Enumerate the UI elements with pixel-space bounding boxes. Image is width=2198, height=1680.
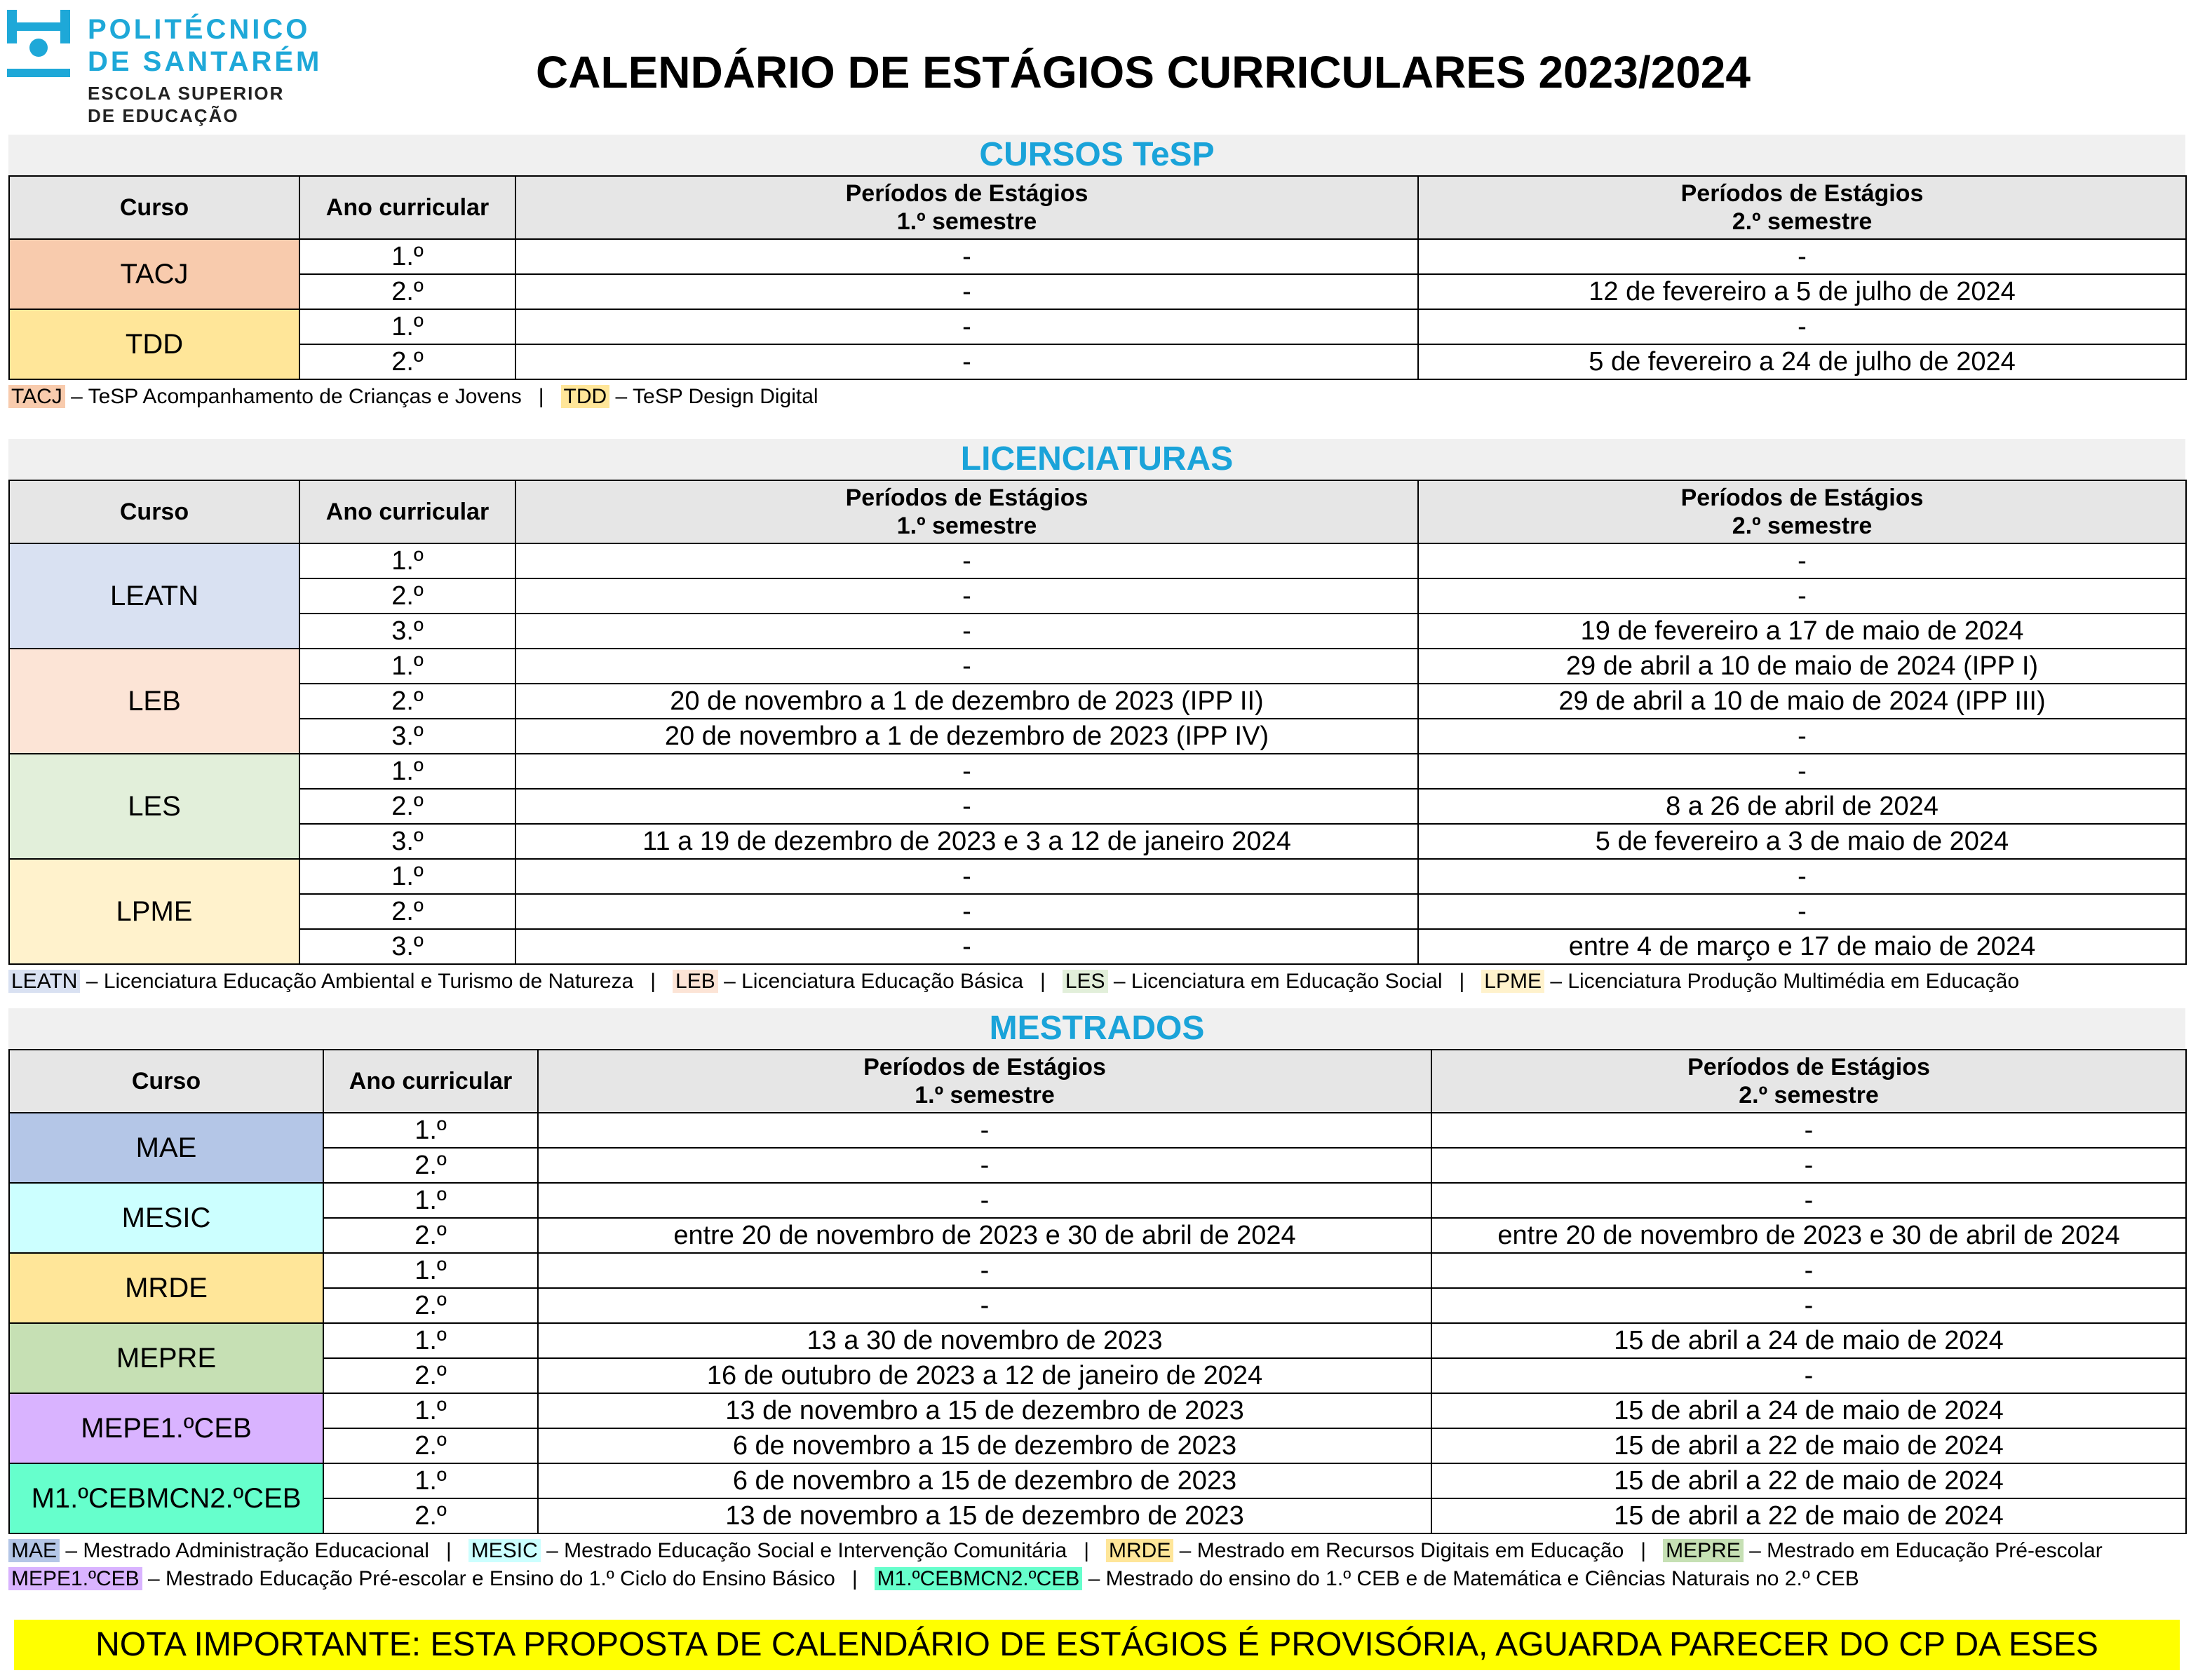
semester-2-period-cell: - — [1418, 309, 2186, 344]
header-semester-2-line-2: 2.º semestre — [1732, 513, 1873, 539]
semester-2-period-cell: - — [1431, 1253, 2186, 1288]
year-cell: 2.º — [323, 1358, 538, 1393]
semester-1-period-cell: - — [515, 929, 1418, 964]
table-row — [9, 1428, 2186, 1463]
semester-2-period-cell: - — [1418, 719, 2186, 754]
table-row — [9, 1288, 2186, 1323]
course-code-cell: LEATN — [9, 543, 299, 649]
semester-1-period-cell: entre 20 de novembro de 2023 e 30 de abril de 2024 — [538, 1218, 1431, 1253]
legend-abbreviation: TACJ — [8, 385, 65, 408]
year-cell: 3.º — [299, 719, 515, 754]
header-semester-1 — [515, 176, 1418, 239]
semester-2-period-cell: - — [1418, 859, 2186, 894]
legend — [8, 1537, 2185, 1593]
header-semester-2 — [1418, 176, 2186, 239]
page-title: CALENDÁRIO DE ESTÁGIOS CURRICULARES 2023/2024 — [536, 47, 1751, 97]
semester-2-period-cell: - — [1418, 754, 2186, 789]
semester-1-period-cell: 6 de novembro a 15 de dezembro de 2023 — [538, 1463, 1431, 1498]
table-row — [9, 859, 2186, 894]
legend-description: – Licenciatura Educação Básica — [717, 970, 1024, 993]
year-cell: 1.º — [299, 649, 515, 684]
header-semester-1-line-2: 1.º semestre — [896, 208, 1037, 235]
legend-description: – Licenciatura Educação Ambiental e Turismo de Natureza — [80, 970, 634, 993]
table-row — [9, 929, 2186, 964]
legend-separator: | — [1459, 970, 1465, 993]
semester-1-period-cell: 13 a 30 de novembro de 2023 — [538, 1323, 1431, 1358]
semester-1-period-cell: 20 de novembro a 1 de dezembro de 2023 (IPP II) — [515, 684, 1418, 719]
legend-abbreviation: TDD — [561, 385, 610, 408]
header-semester-1-line-1: Períodos de Estágios — [845, 485, 1088, 511]
year-cell: 2.º — [299, 684, 515, 719]
table-row — [9, 1113, 2186, 1148]
semester-2-period-cell: 29 de abril a 10 de maio de 2024 (IPP III) — [1418, 684, 2186, 719]
semester-2-period-cell: 19 de fevereiro a 17 de maio de 2024 — [1418, 614, 2186, 649]
course-code-cell: MAE — [9, 1113, 323, 1183]
header-curso: Curso — [9, 176, 299, 239]
semester-2-period-cell: - — [1418, 543, 2186, 578]
logo-line-2: DE SANTARÉM — [88, 46, 323, 77]
legend-separator: | — [1640, 1539, 1647, 1562]
legend — [8, 383, 2185, 411]
year-cell: 1.º — [323, 1183, 538, 1218]
semester-2-period-cell: - — [1418, 894, 2186, 929]
semester-1-period-cell: - — [515, 754, 1418, 789]
header-semester-1-line-2: 1.º semestre — [915, 1082, 1055, 1109]
legend-description: – TeSP Acompanhamento de Crianças e Jovens — [65, 385, 522, 408]
year-cell: 1.º — [323, 1463, 538, 1498]
section-licenciaturas — [8, 439, 2185, 996]
legend-abbreviation: MESIC — [468, 1539, 541, 1562]
semester-2-period-cell: 15 de abril a 24 de maio de 2024 — [1431, 1393, 2186, 1428]
legend-description: – TeSP Design Digital — [609, 385, 818, 408]
year-cell: 1.º — [299, 859, 515, 894]
header-semester-2-line-2: 2.º semestre — [1732, 208, 1873, 235]
header-semester-1-line-2: 1.º semestre — [896, 513, 1037, 539]
polytechnic-logo-icon — [7, 10, 70, 80]
semester-1-period-cell: - — [515, 239, 1418, 274]
header-semester-2 — [1418, 480, 2186, 543]
section-title: CURSOS TeSP — [8, 135, 2185, 175]
semester-2-period-cell: 29 de abril a 10 de maio de 2024 (IPP I) — [1418, 649, 2186, 684]
year-cell: 2.º — [323, 1148, 538, 1183]
course-code-cell: MESIC — [9, 1183, 323, 1253]
semester-2-period-cell: 15 de abril a 24 de maio de 2024 — [1431, 1323, 2186, 1358]
course-code-cell: LES — [9, 754, 299, 859]
semester-1-period-cell: - — [515, 649, 1418, 684]
legend-separator: | — [650, 970, 656, 993]
header-semester-2-line-1: Períodos de Estágios — [1680, 485, 1924, 511]
legend-description: – Mestrado Educação Pré-escolar e Ensino do 1.º Ciclo do Ensino Básico — [142, 1567, 835, 1590]
year-cell: 2.º — [323, 1288, 538, 1323]
table-row — [9, 1218, 2186, 1253]
table-row — [9, 824, 2186, 859]
legend-line — [8, 1537, 2185, 1565]
legend-separator: | — [445, 1539, 452, 1562]
header-semester-2-line-1: Períodos de Estágios — [1687, 1054, 1930, 1081]
header-row — [9, 176, 2186, 239]
header-row — [9, 480, 2186, 543]
header-row — [9, 1050, 2186, 1113]
header-semester-2 — [1431, 1050, 2186, 1113]
logo — [7, 10, 323, 126]
semester-2-period-cell: 5 de fevereiro a 24 de julho de 2024 — [1418, 344, 2186, 379]
semester-2-period-cell: - — [1431, 1358, 2186, 1393]
logo-line-3: ESCOLA SUPERIOR — [88, 83, 285, 104]
legend-separator: | — [1084, 1539, 1089, 1562]
semester-1-period-cell: - — [515, 578, 1418, 614]
legend-description: – Mestrado em Recursos Digitais em Educação — [1173, 1539, 1624, 1562]
legend-separator: | — [538, 385, 544, 408]
year-cell: 2.º — [299, 789, 515, 824]
semester-1-period-cell: 20 de novembro a 1 de dezembro de 2023 (IPP IV) — [515, 719, 1418, 754]
logo-line-1: POLITÉCNICO — [88, 14, 311, 45]
section-mestrados — [8, 1008, 2185, 1593]
legend-separator: | — [1040, 970, 1046, 993]
semester-2-period-cell: - — [1418, 239, 2186, 274]
header-ano-curricular: Ano curricular — [323, 1050, 538, 1113]
year-cell: 2.º — [323, 1218, 538, 1253]
year-cell: 2.º — [299, 344, 515, 379]
legend-line — [8, 968, 2185, 996]
semester-2-period-cell: - — [1431, 1183, 2186, 1218]
header-semester-1-line-1: Períodos de Estágios — [863, 1054, 1106, 1081]
header-curso: Curso — [9, 1050, 323, 1113]
semester-1-period-cell: - — [515, 789, 1418, 824]
header-ano-curricular: Ano curricular — [299, 480, 515, 543]
course-code-cell: M1.ºCEBMCN2.ºCEB — [9, 1463, 323, 1533]
table-row — [9, 789, 2186, 824]
legend-abbreviation: LEB — [673, 970, 718, 993]
course-code-cell: TDD — [9, 309, 299, 379]
semester-2-period-cell: 8 a 26 de abril de 2024 — [1418, 789, 2186, 824]
year-cell: 1.º — [323, 1253, 538, 1288]
year-cell: 1.º — [299, 239, 515, 274]
table-row — [9, 894, 2186, 929]
year-cell: 2.º — [323, 1498, 538, 1533]
logo-line-4: DE EDUCAÇÃO — [88, 105, 239, 126]
table-row — [9, 1323, 2186, 1358]
header-semester-1 — [515, 480, 1418, 543]
year-cell: 3.º — [299, 824, 515, 859]
semester-2-period-cell: - — [1431, 1113, 2186, 1148]
legend-abbreviation: MAE — [8, 1539, 60, 1562]
header-semester-2-line-2: 2.º semestre — [1739, 1082, 1879, 1109]
semester-1-period-cell: 13 de novembro a 15 de dezembro de 2023 — [538, 1498, 1431, 1533]
table-row — [9, 754, 2186, 789]
semester-1-period-cell: - — [515, 274, 1418, 309]
important-note-banner: NOTA IMPORTANTE: ESTA PROPOSTA DE CALENDÁRIO DE ESTÁGIOS É PROVISÓRIA, AGUARDA PARECER DO CP DA ESES — [14, 1620, 2180, 1670]
legend-line — [8, 383, 2185, 411]
semester-2-period-cell: 12 de fevereiro a 5 de julho de 2024 — [1418, 274, 2186, 309]
table-row — [9, 649, 2186, 684]
table-row — [9, 274, 2186, 309]
year-cell: 2.º — [323, 1428, 538, 1463]
table-row — [9, 1148, 2186, 1183]
header-curso: Curso — [9, 480, 299, 543]
semester-1-period-cell: - — [538, 1288, 1431, 1323]
table-row — [9, 1183, 2186, 1218]
semester-1-period-cell: - — [538, 1148, 1431, 1183]
semester-2-period-cell: entre 20 de novembro de 2023 e 30 de abril de 2024 — [1431, 1218, 2186, 1253]
legend-abbreviation: LEATN — [8, 970, 80, 993]
course-code-cell: MEPRE — [9, 1323, 323, 1393]
table-row — [9, 1498, 2186, 1533]
table-row — [9, 344, 2186, 379]
semester-2-period-cell: - — [1418, 578, 2186, 614]
legend-abbreviation: LPME — [1481, 970, 1544, 993]
year-cell: 3.º — [299, 614, 515, 649]
semester-1-period-cell: 16 de outubro de 2023 a 12 de janeiro de 2024 — [538, 1358, 1431, 1393]
table-row — [9, 1393, 2186, 1428]
legend-description: – Mestrado do ensino do 1.º CEB e de Matemática e Ciências Naturais no 2.º CEB — [1082, 1567, 1859, 1590]
section-title: LICENCIATURAS — [8, 439, 2185, 480]
legend-description: – Mestrado Educação Social e Intervenção Comunitária — [540, 1539, 1067, 1562]
semester-1-period-cell: - — [515, 894, 1418, 929]
year-cell: 1.º — [299, 754, 515, 789]
header-semester-2-line-1: Períodos de Estágios — [1680, 180, 1924, 207]
course-code-cell: TACJ — [9, 239, 299, 309]
semester-2-period-cell: entre 4 de março e 17 de maio de 2024 — [1418, 929, 2186, 964]
schedule-table — [8, 480, 2187, 965]
year-cell: 1.º — [323, 1323, 538, 1358]
section-tesp — [8, 135, 2185, 411]
header-semester-1-line-1: Períodos de Estágios — [845, 180, 1088, 207]
year-cell: 1.º — [299, 309, 515, 344]
semester-2-period-cell: - — [1431, 1148, 2186, 1183]
semester-1-period-cell: - — [515, 344, 1418, 379]
semester-1-period-cell: 6 de novembro a 15 de dezembro de 2023 — [538, 1428, 1431, 1463]
legend-description: – Licenciatura em Educação Social — [1107, 970, 1443, 993]
course-code-cell: LPME — [9, 859, 299, 964]
year-cell: 2.º — [299, 578, 515, 614]
legend-abbreviation: LES — [1063, 970, 1108, 993]
year-cell: 3.º — [299, 929, 515, 964]
table-row — [9, 543, 2186, 578]
legend-abbreviation: MEPRE — [1663, 1539, 1744, 1562]
table-row — [9, 309, 2186, 344]
semester-1-period-cell: - — [515, 614, 1418, 649]
semester-2-period-cell: 15 de abril a 22 de maio de 2024 — [1431, 1463, 2186, 1498]
legend-description: – Licenciatura Produção Multimédia em Educação — [1544, 970, 2020, 993]
semester-2-period-cell: 15 de abril a 22 de maio de 2024 — [1431, 1498, 2186, 1533]
semester-1-period-cell: - — [538, 1183, 1431, 1218]
table-row — [9, 578, 2186, 614]
year-cell: 2.º — [299, 274, 515, 309]
legend-line — [8, 1565, 2185, 1593]
legend-abbreviation: MRDE — [1106, 1539, 1173, 1562]
legend-description: – Mestrado Administração Educacional — [60, 1539, 429, 1562]
semester-1-period-cell: - — [515, 543, 1418, 578]
table-row — [9, 1463, 2186, 1498]
semester-1-period-cell: - — [515, 859, 1418, 894]
course-code-cell: MEPE1.ºCEB — [9, 1393, 323, 1463]
course-code-cell: MRDE — [9, 1253, 323, 1323]
course-code-cell: LEB — [9, 649, 299, 754]
header-ano-curricular: Ano curricular — [299, 176, 515, 239]
semester-1-period-cell: - — [538, 1253, 1431, 1288]
header-semester-1 — [538, 1050, 1431, 1113]
table-row — [9, 719, 2186, 754]
table-row — [9, 1253, 2186, 1288]
legend-abbreviation: M1.ºCEBMCN2.ºCEB — [875, 1567, 1083, 1590]
table-row — [9, 239, 2186, 274]
legend-abbreviation: MEPE1.ºCEB — [8, 1567, 142, 1590]
legend — [8, 968, 2185, 996]
semester-1-period-cell: 11 a 19 de dezembro de 2023 e 3 a 12 de janeiro 2024 — [515, 824, 1418, 859]
semester-2-period-cell: - — [1431, 1288, 2186, 1323]
table-row — [9, 684, 2186, 719]
year-cell: 1.º — [323, 1393, 538, 1428]
legend-separator: | — [851, 1567, 858, 1590]
section-title: MESTRADOS — [8, 1008, 2185, 1049]
semester-2-period-cell: 5 de fevereiro a 3 de maio de 2024 — [1418, 824, 2186, 859]
table-row — [9, 1358, 2186, 1393]
schedule-table — [8, 175, 2187, 380]
semester-1-period-cell: 13 de novembro a 15 de dezembro de 2023 — [538, 1393, 1431, 1428]
table-row — [9, 614, 2186, 649]
legend-description: – Mestrado em Educação Pré-escolar — [1743, 1539, 2103, 1562]
semester-1-period-cell: - — [538, 1113, 1431, 1148]
year-cell: 1.º — [323, 1113, 538, 1148]
semester-1-period-cell: - — [515, 309, 1418, 344]
year-cell: 2.º — [299, 894, 515, 929]
year-cell: 1.º — [299, 543, 515, 578]
schedule-table — [8, 1049, 2187, 1534]
semester-2-period-cell: 15 de abril a 22 de maio de 2024 — [1431, 1428, 2186, 1463]
